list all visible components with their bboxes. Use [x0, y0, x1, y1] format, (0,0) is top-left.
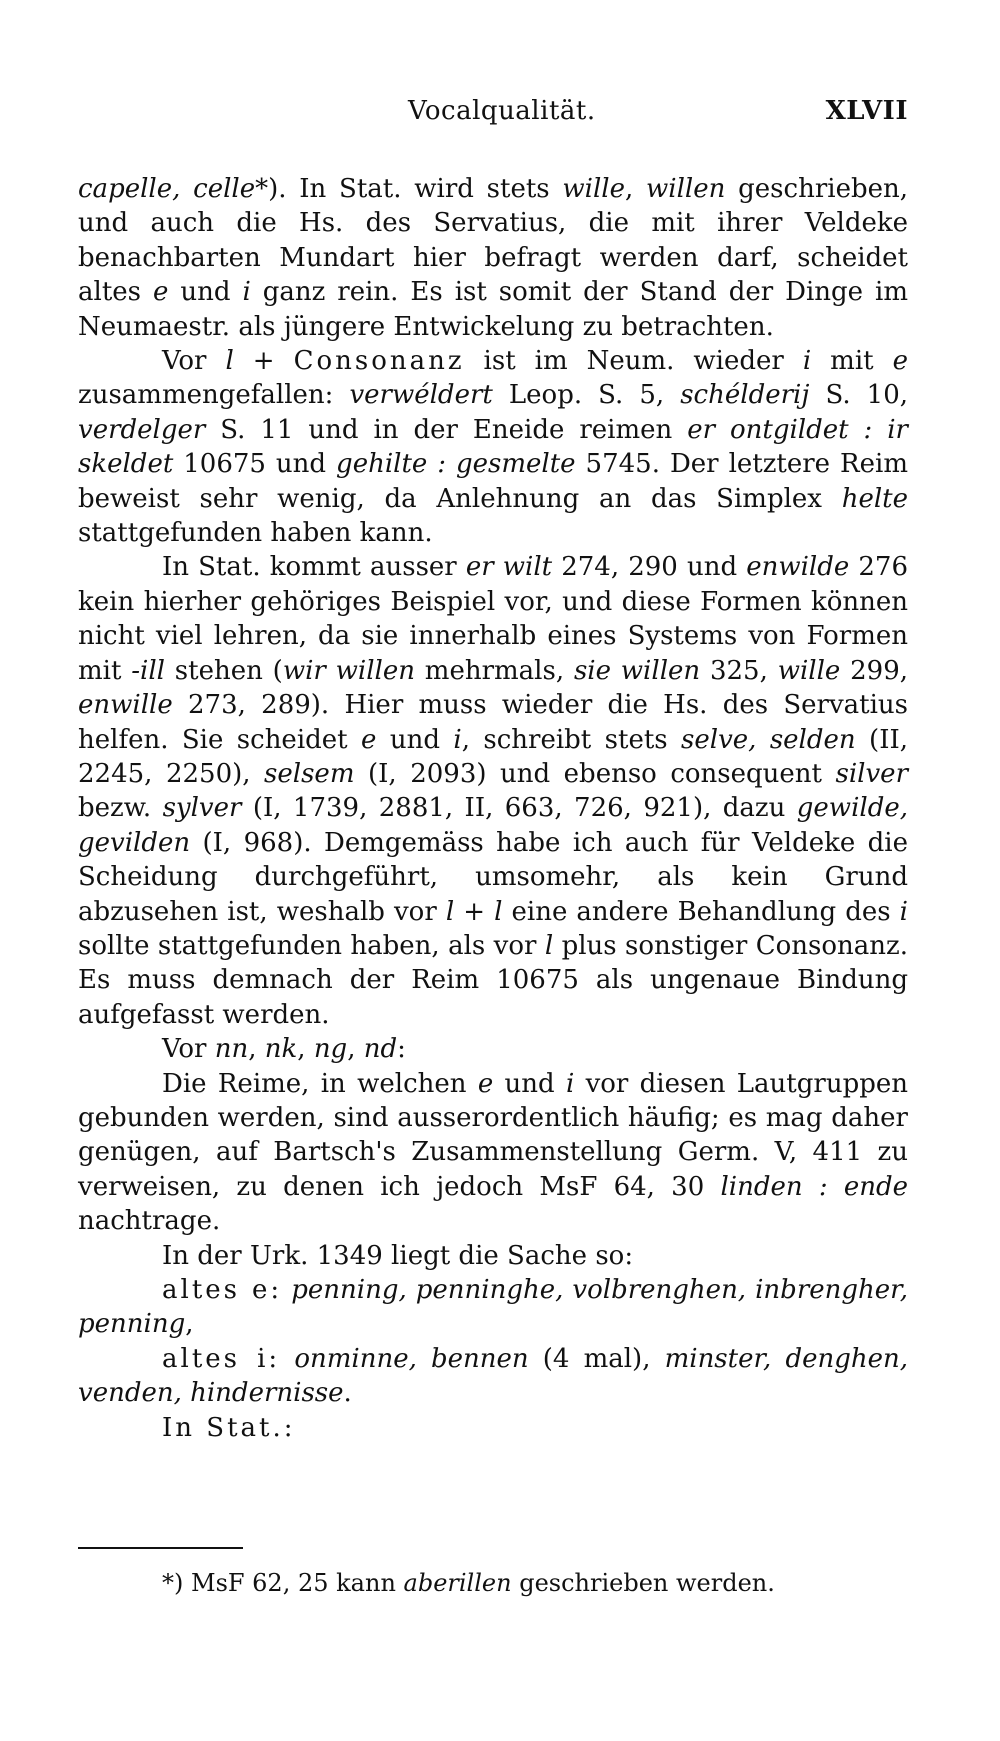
text-run: *) MsF 62, 25 kann [162, 1569, 404, 1597]
text-run: + [233, 346, 294, 377]
italic-phrase: nd [363, 1034, 398, 1065]
text-run: (I, 2093) und ebenso consequent [354, 758, 836, 789]
text-run: (II, 2245, 2250), [78, 724, 908, 789]
text-run: 273, 289). Hier muss wieder die Hs. des Servatius helfen. Sie scheidet [78, 690, 908, 755]
italic-phrase: e [892, 346, 908, 377]
italic-phrase: selsem [264, 758, 355, 789]
italic-phrase: wille [777, 655, 841, 686]
text-run [282, 1275, 291, 1305]
text-run: mehrmals, [414, 655, 574, 686]
text-run: 10675 und [173, 449, 337, 480]
text-run: mit [811, 346, 893, 377]
text-run: geschrieben werden. [511, 1569, 775, 1597]
italic-phrase: nk [264, 1034, 298, 1065]
italic-phrase: enwille [78, 690, 173, 721]
text-run [280, 1344, 294, 1374]
text-run: (I, 1739, 2881, II, 663, 726, 921), dazu [241, 793, 797, 824]
text-run: eine andere Behandlung des [502, 896, 900, 927]
text-run: ganz rein. Es ist somit der Stand der Dinge im Neumaestr. als jüngere Entwickelung zu betrachten. [78, 277, 908, 342]
italic-phrase: i [565, 1068, 575, 1099]
text-run: Vor [162, 1034, 215, 1065]
italic-phrase: e [152, 277, 169, 308]
text-run: 5745. Der letztere Reim beweist sehr wenig, da Anlehnung an das Simplex [78, 449, 908, 514]
italic-phrase: helte [841, 483, 908, 514]
italic-phrase: nn [214, 1034, 249, 1065]
spaced-term: altes e: [162, 1275, 283, 1305]
spaced-term: Consonanz [293, 346, 465, 377]
paragraph-8 [78, 1342, 908, 1411]
paragraph-3 [78, 550, 908, 1032]
italic-phrase: l [544, 930, 554, 961]
text-run: S. 11 und in der Eneide reimen [205, 414, 688, 445]
text-run: , [185, 1309, 194, 1340]
italic-phrase: sie willen [573, 655, 701, 686]
italic-phrase: i [802, 346, 812, 377]
italic-phrase: gewilde, gevilden [78, 793, 908, 858]
paragraph-9 [78, 1411, 908, 1445]
italic-phrase: er wilt [465, 552, 553, 583]
text-run: 325, [700, 655, 778, 686]
italic-phrase: i [242, 277, 251, 308]
text-run: , [248, 1034, 265, 1065]
paragraph-7 [78, 1273, 908, 1342]
text-run: : [397, 1034, 406, 1065]
italic-phrase: sylver [162, 793, 242, 824]
italic-phrase: silver [835, 758, 908, 789]
header-title: Vocalqualität. [408, 96, 596, 126]
text-run: Leop. S. 5, [492, 380, 681, 411]
italic-phrase: schélderij [680, 380, 810, 411]
italic-phrase: penning, penninghe, volbrenghen, inbrengher, penning [78, 1275, 908, 1340]
italic-phrase: aberillen [403, 1569, 512, 1597]
text-run: und [493, 1068, 566, 1099]
italic-phrase: wir willen [282, 655, 415, 686]
italic-phrase: ng [313, 1034, 348, 1065]
page-number: XLVII [825, 96, 908, 126]
italic-phrase: e [477, 1068, 494, 1099]
text-run: ist im Neum. wieder [464, 346, 803, 377]
italic-phrase: minster, denghen, venden, hindernisse [78, 1343, 909, 1409]
italic-phrase: capelle, celle [78, 174, 256, 204]
italic-phrase: l [494, 896, 503, 927]
text-run: , [347, 1034, 364, 1065]
text-run: Die Reime, in welchen [162, 1068, 478, 1099]
italic-phrase: willen [646, 174, 726, 204]
text-run: bezw. [78, 793, 163, 824]
text-run: Vor [162, 346, 226, 377]
text-run: und [376, 724, 454, 755]
italic-phrase: wille [562, 174, 626, 204]
text-run: In der Urk. 1349 liegt die Sache so: [162, 1240, 634, 1271]
text-run: In Stat. kommt ausser [162, 552, 466, 583]
text-run: stattgefunden haben kann. [78, 518, 433, 549]
text-run: *). In Stat. wird stets [255, 174, 563, 204]
text-run: zusammengefallen: [78, 380, 350, 411]
paragraph-6 [78, 1239, 908, 1273]
text-run: + [454, 896, 495, 927]
text-run: nachtrage. [78, 1206, 221, 1237]
italic-phrase: l [445, 896, 455, 927]
text-run: 276 kein hierher gehöriges Beispiel vor, und diese Formen können nicht viel lehren, da sie innerhalb eines Systems von Formen mit [78, 552, 908, 686]
text-run: geschrieben, und auch die Hs. des Servatius, die mit ihrer Veldeke benachbarten Mundart hier befragt werden darf, scheidet altes [78, 174, 908, 308]
text-run: . [343, 1378, 352, 1409]
footnote-rule [78, 1547, 243, 1549]
body-text [78, 172, 908, 1445]
italic-phrase: selve, selden [681, 724, 856, 755]
text-run: plus sonstiger Consonanz. Es muss demnach der Reim 10675 als ungenaue Bindung aufgefasst werden. [78, 930, 909, 1030]
italic-phrase: -ill [131, 655, 165, 686]
italic-phrase: onminne, bennen [294, 1343, 529, 1374]
text-run: (I, 968). Demgemäss habe ich auch für Veldeke die Scheidung durchgeführt, umsomehr, als kein Grund abzusehen ist, weshalb vor [78, 827, 908, 927]
text-run: , schreibt stets [461, 724, 682, 755]
italic-phrase: i [453, 724, 462, 755]
italic-phrase: verwéldert [349, 380, 493, 411]
text-run: vor diesen Lautgruppen gebunden werden, sind ausserordentlich häufig; es mag daher genügen, auf Bartsch's Zusammenstellung Germ. V, 411 zu verweisen, zu denen ich jedoch MsF 64, 30 [78, 1068, 908, 1202]
text-run: S. 10, [809, 380, 909, 411]
text-run: und [168, 277, 243, 308]
paragraph-2 [78, 344, 908, 550]
footnote [162, 1567, 908, 1599]
italic-phrase: enwilde [746, 552, 850, 583]
text-run: sollte stattgefunden haben, als vor [78, 930, 545, 961]
paragraph-4 [78, 1032, 908, 1066]
italic-phrase: e [361, 724, 377, 755]
paragraph-5 [78, 1067, 908, 1239]
paragraph-1 [78, 172, 908, 344]
text-run: (4 mal), [528, 1343, 665, 1374]
text-run: , [625, 174, 647, 204]
running-header [78, 96, 908, 136]
italic-phrase: l [225, 346, 234, 377]
italic-phrase: linden : ende [720, 1171, 908, 1202]
italic-phrase: i [899, 896, 908, 927]
text-run: stehen ( [164, 655, 283, 686]
text-run: 274, 290 und [552, 552, 747, 583]
spaced-term: In Stat.: [162, 1412, 296, 1443]
text-run: , [297, 1034, 314, 1065]
spaced-term: altes i: [162, 1343, 281, 1374]
italic-phrase: verdelger [78, 414, 206, 445]
text-run: 299, [840, 655, 908, 686]
italic-phrase: gehilte : gesmelte [336, 449, 576, 480]
italic-phrase: er ontgildet : ir skeldet [78, 414, 908, 480]
